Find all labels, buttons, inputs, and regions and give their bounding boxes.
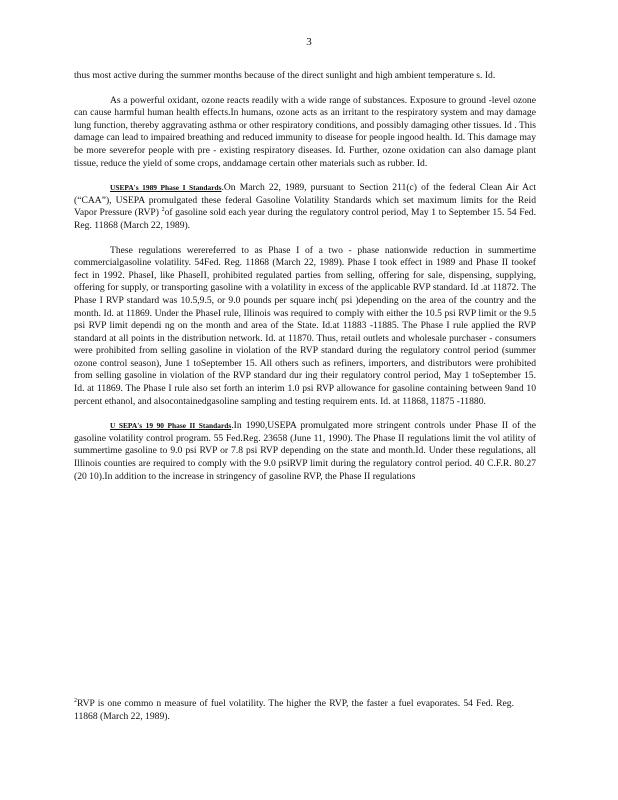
footnote-reference[interactable]: 2 — [161, 207, 165, 214]
paragraph-phase-two-standards — [74, 420, 536, 483]
section-heading-phase-two: U SEPA's 19 90 Phase II Standards — [110, 421, 232, 431]
paragraph-text: .On March 22, 1989, pursuant to Section 211(c) of the federal Clean Air Act (“CAA”), USEPA promulgated these federal Gasoline Volatility Standards which set maximum limits for the Reid Vapor Pressure (RVP) — [74, 182, 536, 219]
paragraph-text: of gasoline sold each year during the regulatory control period, May 1 to September 15. 54 Fed. Reg. 11868 (March 22, 1989). — [74, 207, 536, 231]
footnote-mark: 2 — [74, 697, 77, 704]
footnote-text: RVP is one commo n measure of fuel volatility. The higher the RVP, the faster a fuel evaporates. 54 Fed. Reg. 11868 (March 22, 1989). — [74, 698, 514, 722]
footnote — [74, 698, 514, 723]
paragraph-ozone-effects: As a powerful oxidant, ozone reacts readily with a wide range of substances. Exposure to ground -level ozone can cause harmful human health effects.In humans, ozone acts as an irritant to the respiratory system and may damage lung function, thereby aggravating asthma or other respiratory conditions, and possibly damaging other tissues. Id . This damage can lead to impaired breathing and reduced immunity to disease for people ingood health. Id. This damage may be more severefor people with pre - existing respiratory diseases. Id. Further, ozone oxidation can also damage plant tissue, reduce the yield of some crops, anddamage certain other materials such as rubber. Id. — [74, 94, 536, 169]
paragraph-text: .In 1990,USEPA promulgated more stringent controls under Phase II of the gasoline volatility control program. 55 Fed.Reg. 23658 (June 11, 1990). The Phase II regulations limit the vol atility of summertime gasoline to 9.0 psi RVP or 7.8 psi RVP depending on the state and month.Id. Under these regulations, all Illinois counties are required to comply with the 9.0 psiRVP limit during the regulatory control period. 40 C.F.R. 80.27 (20 10).In addition to the increase in stringency of gasoline RVP, the Phase II regulations — [74, 420, 537, 482]
section-heading-phase-one: USEPA's 1989 Phase I Standards — [110, 183, 222, 193]
page-number: 3 — [306, 36, 312, 48]
paragraph-phase-one-details: These regulations werereferred to as Phase I of a two - phase nationwide reduction in summertime commercialgasoline volatility. 54Fed. Reg. 11868 (March 22, 1989). Phase I took effect in 1989 and Phase II tookef fect in 1992. PhaseI, like PhaseII, prohibited regulated parties from selling, offering for sale, dispensing, supplying, offering for supply, or transporting gasoline with a volatility in excess of the applicable RVP standard. Id .at 11872. The Phase I RVP standard was 10.5,9.5, or 9.0 pounds per square inch( psi )depending on the area of the country and the month. Id. at 11869. Under the PhaseI rule, Illinois was required to comply with either the 10.5 psi RVP limit or the 9.5 psi RVP limit dependi ng on the month and area of the State. Id.at 11883 -11885. The Phase I rule applied the RVP standard at all points in the distribution network. Id. at 11870. Thus, retail outlets and wholesale purchaser - consumers were prohibited from selling gasoline in violation of the RVP standard during the regulatory control period (summer ozone control season), June 1 toSeptember 15. All others such as refiners, importers, and distributors were prohibited from selling gasoline in violation of the RVP standard dur ing their regulatory control period, May 1 toSeptember 15. Id. at 11869. The Phase I rule also set forth an interim 1.0 psi RVP allowance for gasoline containing between 9and 10 percent ethanol, and alsocontainedgasoline sampling and testing requirem ents. Id. at 11868, 11875 -11880. — [74, 244, 536, 407]
paragraph-continuation: thus most active during the summer months because of the direct sunlight and high ambient temperature s. Id. — [74, 70, 496, 81]
paragraph-phase-one-standards — [74, 182, 536, 232]
document-body — [74, 70, 536, 495]
